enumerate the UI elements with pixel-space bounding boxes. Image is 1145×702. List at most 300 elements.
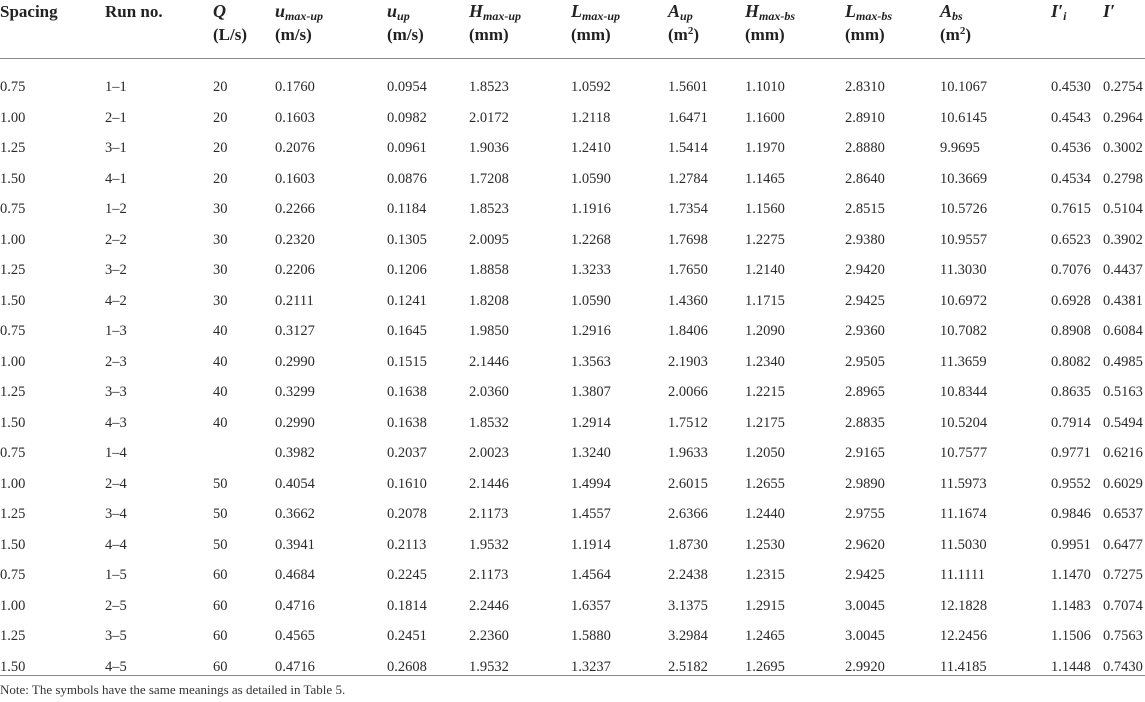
table-cell-i-prime-i: 0.7914 (1051, 414, 1091, 431)
table-cell-l-max-up: 1.0590 (571, 292, 611, 309)
table-cell-h-max-bs: 1.2090 (745, 323, 785, 339)
table-row (0, 438, 1145, 469)
table-cell-run-no: 3–2 (105, 262, 127, 278)
table-cell-u-max-up: 0.2206 (275, 262, 315, 278)
table-cell-l-max-bs: 2.9920 (845, 658, 885, 675)
table-row (0, 194, 1145, 225)
table-cell-h-max-bs: 1.1600 (745, 109, 785, 126)
column-header-symbol (469, 0, 521, 23)
table-cell-u-max-up: 0.2111 (275, 292, 314, 309)
table-cell-i-prime: 0.2754 (1103, 79, 1143, 95)
table-cell-h-max-up: 1.8532 (469, 414, 509, 431)
table-cell-l-max-bs: 2.9420 (845, 262, 885, 278)
table-cell-u-max-up: 0.2266 (275, 201, 315, 217)
table-cell-h-max-bs: 1.2465 (745, 628, 785, 644)
table-row (0, 652, 1145, 683)
table-cell-a-up: 1.5414 (668, 140, 708, 156)
table-cell-a-bs: 12.1828 (940, 597, 988, 614)
table-cell-h-max-bs: 1.2530 (745, 536, 785, 553)
table-cell-u-max-up: 0.2990 (275, 353, 315, 370)
table-cell-spacing: 1.25 (0, 262, 26, 278)
column-header-symbol-text: H (745, 1, 760, 21)
table-cell-a-up: 1.6471 (668, 109, 708, 126)
table-cell-a-bs: 10.7082 (940, 323, 988, 339)
column-header-subscript: max-up (483, 9, 522, 23)
table-cell-run-no: 2–2 (105, 231, 127, 248)
table-row (0, 133, 1145, 164)
table-cell-spacing: 1.50 (0, 536, 26, 553)
column-header-unit (213, 23, 247, 46)
table-cell-h-max-bs: 1.1970 (745, 140, 785, 156)
table-cell-spacing: 1.50 (0, 170, 26, 187)
table-cell-u-up: 0.0876 (387, 170, 427, 187)
table-row (0, 225, 1145, 256)
table-cell-l-max-bs: 2.9620 (845, 536, 885, 553)
table-cell-q: 60 (213, 628, 228, 644)
column-header-symbol-text: L (571, 1, 582, 21)
table-cell-u-max-up: 0.3299 (275, 384, 315, 400)
table-cell-a-up: 1.4360 (668, 292, 708, 309)
table-cell-i-prime: 0.3002 (1103, 140, 1143, 156)
column-header-subscript: up (397, 9, 410, 23)
table-cell-h-max-bs: 1.2175 (745, 414, 785, 431)
table-cell-a-bs: 10.9557 (940, 231, 988, 248)
table-cell-l-max-up: 1.0592 (571, 79, 611, 95)
table-cell-run-no: 3–4 (105, 506, 127, 522)
table-cell-u-up: 0.1515 (387, 353, 427, 370)
table-cell-l-max-bs: 2.8880 (845, 140, 885, 156)
table-cell-i-prime: 0.7430 (1103, 658, 1143, 675)
table-row (0, 255, 1145, 286)
column-header-symbol (745, 0, 795, 23)
table-cell-i-prime: 0.6084 (1103, 323, 1143, 339)
table-cell-u-up: 0.1645 (387, 323, 427, 339)
table-row (0, 164, 1145, 195)
column-header-symbol-text: I′ (1103, 1, 1116, 21)
table-cell-q: 30 (213, 292, 228, 309)
table-cell-u-max-up: 0.1603 (275, 170, 315, 187)
table-note: Note: The symbols have the same meanings as detailed in Table 5. (0, 682, 346, 697)
table-cell-spacing: 0.75 (0, 201, 26, 217)
table-cell-u-up: 0.2078 (387, 506, 427, 522)
column-header-label: Run no. (105, 2, 163, 21)
table-cell-a-bs: 10.6145 (940, 109, 988, 126)
table-cell-i-prime-i: 0.9771 (1051, 445, 1091, 461)
table-cell-a-up: 1.8730 (668, 536, 708, 553)
column-header-unit-text: (m/s) (275, 25, 312, 44)
table-cell-spacing: 0.75 (0, 79, 26, 95)
table-cell-h-max-up: 1.8523 (469, 79, 509, 95)
table-cell-a-bs: 10.7577 (940, 445, 988, 461)
table-cell-q: 20 (213, 109, 228, 126)
table-cell-a-up: 1.7650 (668, 262, 708, 278)
table-cell-h-max-bs: 1.2915 (745, 597, 785, 614)
column-header-i-prime-i (1051, 0, 1066, 23)
table-cell-run-no: 3–1 (105, 140, 127, 156)
table-cell-l-max-up: 1.0590 (571, 170, 611, 187)
table-cell-spacing: 1.50 (0, 414, 26, 431)
column-header-unit (745, 23, 795, 46)
table-row (0, 499, 1145, 530)
table-cell-h-max-up: 2.2360 (469, 628, 509, 644)
table-cell-l-max-up: 1.6357 (571, 597, 611, 614)
column-header-symbol (940, 0, 971, 23)
table-cell-a-up: 1.7698 (668, 231, 708, 248)
table-cell-u-up: 0.1206 (387, 262, 427, 278)
table-cell-i-prime-i: 0.7076 (1051, 262, 1091, 278)
table-cell-u-up: 0.2245 (387, 567, 427, 583)
table-row (0, 286, 1145, 317)
column-header-unit (845, 23, 892, 46)
table-cell-a-bs: 10.5204 (940, 414, 988, 431)
table-cell-a-bs: 11.1674 (940, 506, 987, 522)
table-row (0, 347, 1145, 378)
table-cell-spacing: 1.00 (0, 475, 26, 492)
table-row (0, 560, 1145, 591)
table-cell-a-bs: 11.5030 (940, 536, 987, 553)
table-cell-i-prime: 0.7275 (1103, 567, 1143, 583)
table-cell-i-prime: 0.5494 (1103, 414, 1143, 431)
table-cell-q: 40 (213, 323, 228, 339)
table-cell-u-up: 0.1241 (387, 292, 427, 309)
table-row (0, 377, 1145, 408)
table-cell-u-max-up: 0.1603 (275, 109, 315, 126)
table-cell-h-max-bs: 1.2340 (745, 353, 785, 370)
column-header-i-prime (1103, 0, 1115, 23)
table-cell-i-prime-i: 1.1483 (1051, 597, 1091, 614)
table-cell-spacing: 1.00 (0, 231, 26, 248)
table-cell-run-no: 3–3 (105, 384, 127, 400)
table-cell-l-max-up: 1.3807 (571, 384, 611, 400)
table-cell-a-bs: 10.3669 (940, 170, 988, 187)
table-cell-q: 50 (213, 506, 228, 522)
column-header-symbol-text: H (469, 1, 484, 21)
table-cell-spacing: 1.25 (0, 628, 26, 644)
table-row (0, 72, 1145, 103)
table-cell-l-max-up: 1.1914 (571, 536, 611, 553)
table-cell-a-bs: 10.5726 (940, 201, 988, 217)
column-header-unit-text: (L/s) (213, 25, 247, 44)
column-header-unit-text: (m (940, 25, 960, 44)
table-cell-i-prime-i: 0.6928 (1051, 292, 1091, 309)
table-cell-a-bs: 11.3659 (940, 353, 987, 370)
table-cell-i-prime-i: 0.4530 (1051, 79, 1091, 95)
column-header-unit-superscript: 2 (687, 25, 694, 37)
column-header-symbol-text: u (275, 1, 286, 21)
column-header-run-no (105, 0, 163, 23)
table-cell-run-no: 4–2 (105, 292, 127, 309)
column-header-unit (571, 23, 620, 46)
table-cell-h-max-bs: 1.2215 (745, 384, 785, 400)
table-cell-i-prime: 0.7074 (1103, 597, 1143, 614)
column-header-symbol (275, 0, 323, 23)
column-header-h-max-up (469, 0, 521, 46)
table-cell-q: 60 (213, 658, 228, 675)
column-header-unit-end: ) (965, 25, 971, 44)
table-cell-run-no: 2–5 (105, 597, 127, 614)
table-row (0, 469, 1145, 500)
table-cell-u-up: 0.2608 (387, 658, 427, 675)
table-cell-h-max-up: 2.1173 (469, 506, 509, 522)
table-cell-u-max-up: 0.4565 (275, 628, 315, 644)
table-cell-spacing: 1.25 (0, 140, 26, 156)
table-cell-h-max-bs: 1.2050 (745, 445, 785, 461)
table-cell-a-up: 1.7512 (668, 414, 708, 431)
column-header-symbol (1051, 0, 1066, 23)
column-header-subscript: max-bs (759, 9, 796, 23)
table-cell-spacing: 0.75 (0, 323, 26, 339)
table-cell-a-bs: 10.8344 (940, 384, 988, 400)
table-cell-a-up: 2.1903 (668, 353, 708, 370)
table-cell-h-max-bs: 1.2655 (745, 475, 785, 492)
table-cell-l-max-up: 1.2268 (571, 231, 611, 248)
table-cell-q: 30 (213, 262, 228, 278)
column-header-unit (387, 23, 424, 46)
table-cell-l-max-up: 1.2118 (571, 109, 611, 126)
table-cell-h-max-bs: 1.2140 (745, 262, 785, 278)
table-cell-a-up: 2.0066 (668, 384, 708, 400)
table-cell-l-max-bs: 2.8640 (845, 170, 885, 187)
table-cell-a-bs: 11.5973 (940, 475, 987, 492)
table-cell-l-max-up: 1.2410 (571, 140, 611, 156)
column-header-unit (940, 23, 971, 46)
table-cell-i-prime: 0.6537 (1103, 506, 1143, 522)
column-header-spacing (0, 0, 58, 23)
table-cell-l-max-up: 1.4994 (571, 475, 611, 492)
table-cell-u-up: 0.0961 (387, 140, 427, 156)
table-cell-u-max-up: 0.2990 (275, 414, 315, 431)
table-cell-h-max-up: 2.1446 (469, 475, 509, 492)
table-cell-i-prime-i: 0.9951 (1051, 536, 1091, 553)
table-cell-a-up: 2.6015 (668, 475, 708, 492)
table-cell-u-up: 0.1638 (387, 414, 427, 431)
table-cell-spacing: 1.00 (0, 109, 26, 126)
column-header-symbol-text: A (668, 1, 681, 21)
column-header-label: Spacing (0, 2, 58, 21)
table-row (0, 316, 1145, 347)
column-header-symbol (213, 0, 247, 23)
table-cell-l-max-bs: 2.8910 (845, 109, 885, 126)
table-cell-h-max-up: 2.0023 (469, 445, 509, 461)
column-header-unit (275, 23, 323, 46)
table-cell-q: 30 (213, 231, 228, 248)
table-cell-l-max-up: 1.4557 (571, 506, 611, 522)
column-header-unit (469, 23, 521, 46)
table-cell-h-max-up: 2.0360 (469, 384, 509, 400)
table-cell-i-prime-i: 1.1470 (1051, 567, 1091, 583)
table-body (0, 59, 1145, 682)
table-cell-i-prime: 0.3902 (1103, 231, 1143, 248)
table-cell-i-prime-i: 0.8635 (1051, 384, 1091, 400)
table-cell-h-max-up: 1.7208 (469, 170, 509, 187)
table-cell-q: 30 (213, 201, 228, 217)
table-cell-i-prime: 0.6029 (1103, 475, 1143, 492)
table-cell-spacing: 1.00 (0, 353, 26, 370)
table-header-row (0, 0, 1145, 59)
table-cell-run-no: 1–1 (105, 79, 127, 95)
table-cell-i-prime-i: 0.8082 (1051, 353, 1091, 370)
table-cell-i-prime: 0.4985 (1103, 353, 1143, 370)
column-header-symbol-text: A (940, 1, 953, 21)
table-cell-l-max-bs: 2.9425 (845, 567, 885, 583)
table-cell-l-max-bs: 2.8965 (845, 384, 885, 400)
table-cell-run-no: 1–2 (105, 201, 127, 217)
table-cell-h-max-up: 1.8523 (469, 201, 509, 217)
column-header-q (213, 0, 247, 46)
table-cell-spacing: 1.00 (0, 597, 26, 614)
table-cell-l-max-bs: 2.8515 (845, 201, 885, 217)
column-header-unit-text: (mm) (745, 25, 785, 44)
table-cell-i-prime: 0.2798 (1103, 170, 1143, 187)
table-cell-q: 40 (213, 414, 228, 431)
table-cell-i-prime-i: 0.6523 (1051, 231, 1091, 248)
table-cell-a-up: 1.9633 (668, 445, 708, 461)
table-cell-h-max-bs: 1.1715 (745, 292, 785, 309)
table-cell-spacing: 1.25 (0, 506, 26, 522)
table-cell-run-no: 4–1 (105, 170, 127, 187)
column-header-symbol (387, 0, 424, 23)
table-cell-a-up: 3.2984 (668, 628, 708, 644)
table-cell-i-prime: 0.6216 (1103, 445, 1143, 461)
table-cell-u-max-up: 0.3127 (275, 323, 315, 339)
table-cell-a-bs: 9.9695 (940, 140, 980, 156)
table-cell-a-bs: 10.1067 (940, 79, 988, 95)
table-cell-u-max-up: 0.3982 (275, 445, 315, 461)
table-cell-a-up: 2.5182 (668, 658, 708, 675)
table-cell-i-prime: 0.5104 (1103, 201, 1143, 217)
table-cell-run-no: 2–3 (105, 353, 127, 370)
column-header-h-max-bs (745, 0, 795, 46)
table-cell-run-no: 1–3 (105, 323, 127, 339)
table-cell-u-up: 0.1638 (387, 384, 427, 400)
table-cell-run-no: 2–1 (105, 109, 127, 126)
table-cell-run-no: 4–3 (105, 414, 127, 431)
table-cell-u-up: 0.1305 (387, 231, 427, 248)
table-cell-i-prime-i: 1.1506 (1051, 628, 1091, 644)
table-cell-l-max-bs: 2.9425 (845, 292, 885, 309)
table-cell-l-max-up: 1.3233 (571, 262, 611, 278)
table-cell-spacing: 1.50 (0, 292, 26, 309)
table-cell-u-up: 0.0954 (387, 79, 427, 95)
table-cell-l-max-bs: 2.9890 (845, 475, 885, 492)
column-header-subscript: up (680, 9, 693, 23)
column-header-subscript: bs (952, 9, 963, 23)
column-header-unit-text: (mm) (469, 25, 509, 44)
column-header-u-up (387, 0, 424, 46)
table-cell-q: 20 (213, 79, 228, 95)
column-header-unit-superscript: 2 (959, 25, 966, 37)
table-cell-spacing: 0.75 (0, 445, 26, 461)
table-row (0, 103, 1145, 134)
column-header-symbol (571, 0, 620, 23)
column-header-symbol-text: I′ (1051, 1, 1064, 21)
table-cell-a-up: 2.2438 (668, 567, 708, 583)
table-cell-u-max-up: 0.1760 (275, 79, 315, 95)
table-cell-i-prime-i: 0.7615 (1051, 201, 1091, 217)
table-cell-i-prime-i: 0.4536 (1051, 140, 1091, 156)
table-cell-l-max-up: 1.2914 (571, 414, 611, 431)
column-header-unit-text: (mm) (571, 25, 611, 44)
table-cell-h-max-up: 1.9036 (469, 140, 509, 156)
table-bottom-rule (0, 675, 1145, 676)
table-cell-a-bs: 11.4185 (940, 658, 987, 675)
table-cell-l-max-up: 1.1916 (571, 201, 611, 217)
table-cell-q: 20 (213, 170, 228, 187)
table-row (0, 408, 1145, 439)
table-cell-i-prime: 0.4381 (1103, 292, 1143, 309)
table-cell-a-bs: 12.2456 (940, 628, 988, 644)
table-cell-l-max-bs: 3.0045 (845, 597, 885, 614)
table-cell-q: 50 (213, 536, 228, 553)
table-cell-h-max-bs: 1.2275 (745, 231, 785, 248)
table-cell-u-up: 0.1610 (387, 475, 427, 492)
column-header-u-max-up (275, 0, 323, 46)
table-row (0, 621, 1145, 652)
table-cell-i-prime: 0.2964 (1103, 109, 1143, 126)
table-cell-l-max-bs: 2.9505 (845, 353, 885, 370)
table-cell-l-max-bs: 2.9360 (845, 323, 885, 339)
table-cell-h-max-bs: 1.1560 (745, 201, 785, 217)
table-cell-a-up: 2.6366 (668, 506, 708, 522)
table-cell-run-no: 4–5 (105, 658, 127, 675)
table-cell-l-max-bs: 2.9165 (845, 445, 885, 461)
table-cell-l-max-bs: 2.9380 (845, 231, 885, 248)
table-cell-u-up: 0.2037 (387, 445, 427, 461)
column-header-unit (668, 23, 699, 46)
table-cell-l-max-bs: 2.8835 (845, 414, 885, 431)
table-cell-h-max-bs: 1.2695 (745, 658, 785, 675)
table-cell-u-up: 0.1814 (387, 597, 427, 614)
column-header-symbol-text: L (845, 1, 856, 21)
table-cell-i-prime-i: 0.4543 (1051, 109, 1091, 126)
table-cell-q: 50 (213, 475, 228, 492)
table-cell-h-max-up: 2.2446 (469, 597, 509, 614)
table-cell-l-max-up: 1.4564 (571, 567, 611, 583)
table-cell-i-prime: 0.5163 (1103, 384, 1143, 400)
table-cell-i-prime: 0.6477 (1103, 536, 1143, 553)
table-cell-h-max-up: 2.1173 (469, 567, 509, 583)
table-cell-i-prime-i: 0.8908 (1051, 323, 1091, 339)
table-cell-run-no: 1–5 (105, 567, 127, 583)
table-cell-i-prime-i: 1.1448 (1051, 658, 1091, 675)
column-header-symbol (845, 0, 892, 23)
column-header-symbol (1103, 0, 1115, 23)
table-cell-u-max-up: 0.2320 (275, 231, 315, 248)
table-cell-q: 60 (213, 567, 228, 583)
table-cell-h-max-up: 2.0172 (469, 109, 509, 126)
table-cell-l-max-up: 1.2916 (571, 323, 611, 339)
table-cell-l-max-up: 1.3563 (571, 353, 611, 370)
table-cell-h-max-up: 2.0095 (469, 231, 509, 248)
column-header-subscript: max-up (582, 9, 621, 23)
table-cell-u-up: 0.0982 (387, 109, 427, 126)
column-header-unit-text: (m/s) (387, 25, 424, 44)
table-cell-u-max-up: 0.2076 (275, 140, 315, 156)
table-cell-i-prime-i: 0.9552 (1051, 475, 1091, 492)
table-row (0, 591, 1145, 622)
table-cell-run-no: 3–5 (105, 628, 127, 644)
table-cell-h-max-up: 2.1446 (469, 353, 509, 370)
table-cell-u-max-up: 0.3662 (275, 506, 315, 522)
table-cell-a-up: 1.7354 (668, 201, 708, 217)
table-row (0, 530, 1145, 561)
table-cell-u-up: 0.1184 (387, 201, 427, 217)
table-cell-a-up: 1.2784 (668, 170, 708, 187)
table-cell-u-max-up: 0.4684 (275, 567, 315, 583)
table-cell-h-max-up: 1.9532 (469, 658, 509, 675)
table-cell-q: 20 (213, 140, 228, 156)
table-cell-a-up: 1.5601 (668, 79, 708, 95)
